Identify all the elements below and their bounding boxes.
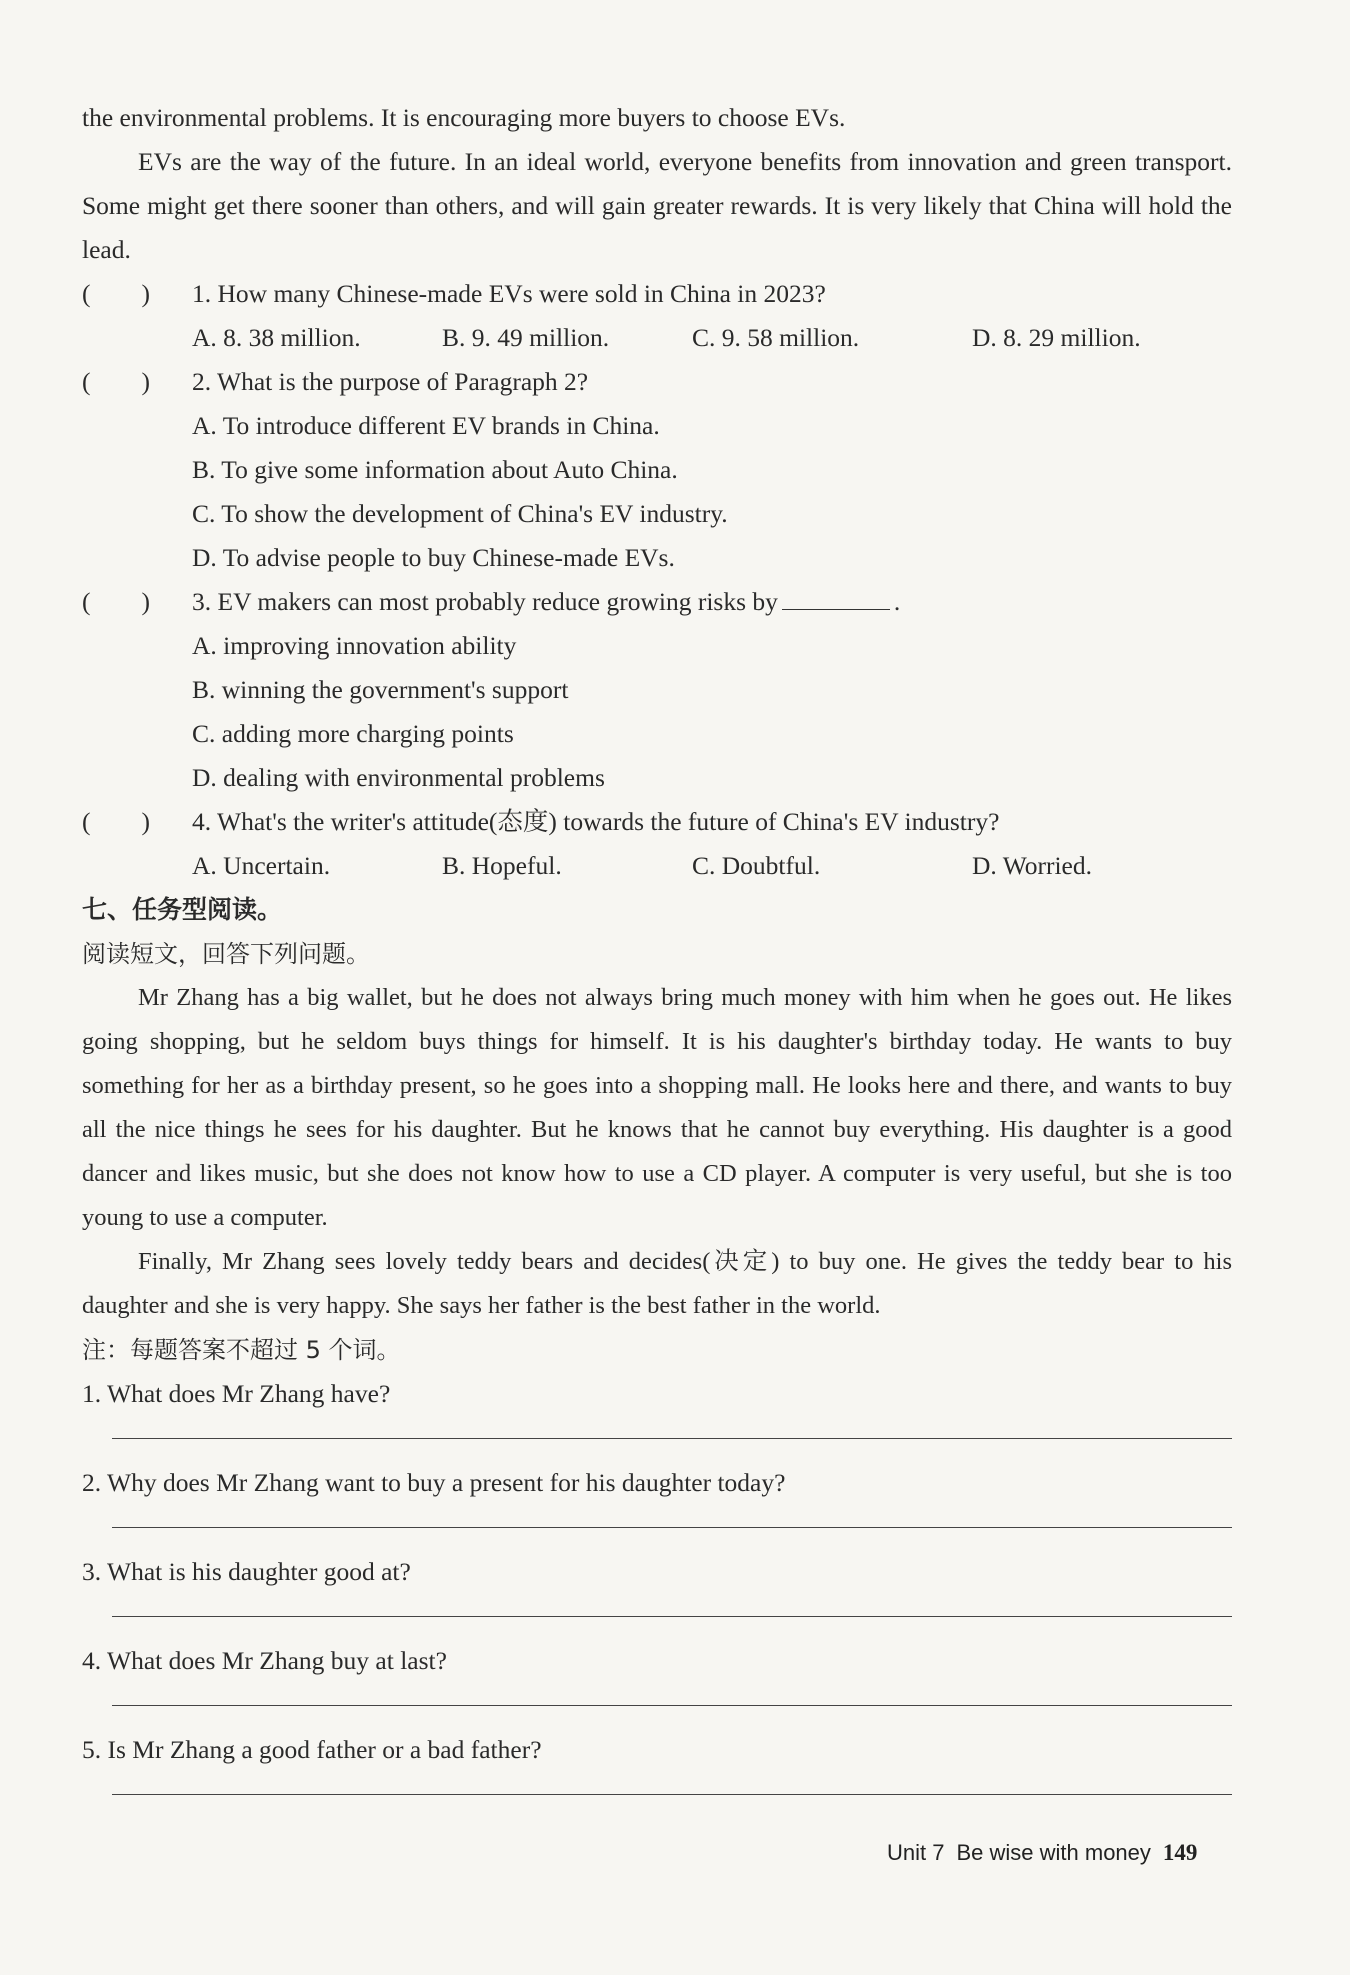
option-d: D. Worried.: [972, 851, 1092, 880]
passage-paragraph: the environmental problems. It is encouraging more buyers to choose EVs.: [82, 103, 846, 132]
option-a: A. To introduce different EV brands in China.: [192, 411, 660, 440]
question-1: [82, 272, 1232, 316]
option-d: D. dealing with environmental problems: [192, 763, 605, 792]
fill-blank[interactable]: [782, 583, 890, 610]
short-question-4: 4. What does Mr Zhang buy at last?: [82, 1646, 447, 1675]
option-c: C. Doubtful.: [692, 851, 821, 880]
answer-bracket[interactable]: ( ): [82, 587, 150, 616]
answer-line-5[interactable]: [82, 1772, 1232, 1817]
question-2: [82, 360, 1232, 404]
option-a: A. 8. 38 million.: [192, 323, 361, 352]
option-c: C. 9. 58 million.: [692, 323, 860, 352]
content: [82, 96, 1232, 1817]
footer-title: Be wise with money: [956, 1840, 1151, 1865]
answer-bracket[interactable]: ( ): [82, 367, 150, 396]
option-a: A. improving innovation ability: [192, 631, 517, 660]
footer-unit: Unit 7: [887, 1840, 945, 1865]
story-paragraph: Finally, Mr Zhang sees lovely teddy bears and decides(决定) to buy one. He gives the teddy bear to his daughter and she is very happy. She says her father is the best father in the world.: [82, 1248, 1232, 1319]
passage-paragraph: EVs are the way of the future. In an ideal world, everyone benefits from innovation and green transport. Some might get there sooner than others, and will gain greater rewards. It is very likely that China will hold the lead.: [82, 147, 1232, 264]
option-b: B. 9. 49 million.: [442, 323, 610, 352]
stem-text: 3. EV makers can most probably reduce growing risks by: [192, 587, 778, 616]
section-title: 七、任务型阅读。: [82, 895, 283, 924]
answer-line-3[interactable]: [82, 1594, 1232, 1639]
answer-bracket[interactable]: ( ): [82, 807, 150, 836]
answer-line-1[interactable]: [82, 1416, 1232, 1461]
story-paragraph: Mr Zhang has a big wallet, but he does not always bring much money with him when he goes out. He likes going shopping, but he seldom buys things for himself. It is his daughter's birthday today. He wants to buy something for her as a birthday present, so he goes into a shopping mall. He looks here and there, and wants to buy all the nice things he sees for his daughter. But he knows that he cannot buy everything. His daughter is a good dancer and likes music, but she does not know how to use a CD player. A computer is very useful, but she is too young to use a computer.: [82, 984, 1232, 1231]
question-4: [82, 800, 1232, 844]
question-stem: 1. How many Chinese-made EVs were sold in China in 2023?: [192, 279, 826, 308]
option-b: B. Hopeful.: [442, 851, 562, 880]
option-c: C. adding more charging points: [192, 719, 514, 748]
section-instruction: 阅读短文，回答下列问题。: [82, 940, 370, 968]
question-3: [82, 580, 1232, 624]
question-1-options: [82, 316, 1232, 360]
option-b: B. winning the government's support: [192, 675, 569, 704]
question-stem: [192, 580, 900, 624]
answer-note: 注：每题答案不超过 5 个词。: [82, 1336, 401, 1364]
option-b: B. To give some information about Auto China.: [192, 455, 678, 484]
option-d: D. To advise people to buy Chinese-made EVs.: [192, 543, 675, 572]
page-footer: [887, 1840, 1197, 1866]
stem-end: .: [893, 587, 901, 616]
short-question-2: 2. Why does Mr Zhang want to buy a present for his daughter today?: [82, 1468, 786, 1497]
answer-bracket[interactable]: ( ): [82, 279, 150, 308]
answer-line-2[interactable]: [82, 1505, 1232, 1550]
question-4-options: [82, 844, 1232, 888]
short-question-5: 5. Is Mr Zhang a good father or a bad father?: [82, 1735, 542, 1764]
short-question-1: 1. What does Mr Zhang have?: [82, 1379, 391, 1408]
short-question-3: 3. What is his daughter good at?: [82, 1557, 411, 1586]
question-stem: 4. What's the writer's attitude(态度) towards the future of China's EV industry?: [192, 807, 1000, 836]
option-a: A. Uncertain.: [192, 851, 331, 880]
question-stem: 2. What is the purpose of Paragraph 2?: [192, 367, 589, 396]
option-d: D. 8. 29 million.: [972, 323, 1141, 352]
page-number: 149: [1162, 1840, 1198, 1865]
option-c: C. To show the development of China's EV industry.: [192, 499, 728, 528]
answer-line-4[interactable]: [82, 1683, 1232, 1728]
